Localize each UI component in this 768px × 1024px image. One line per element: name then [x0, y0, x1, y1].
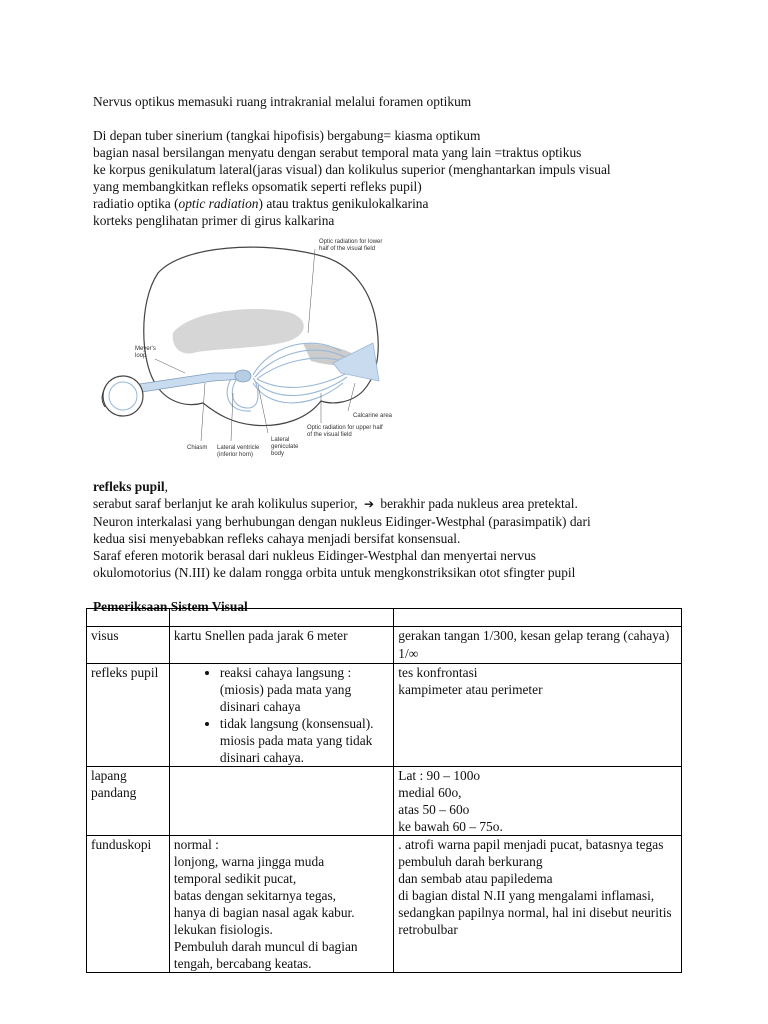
fundus-line: pembuluh darah berkurang: [398, 854, 543, 869]
fundus-line: Pembuluh darah muncul di bagian tengah, bercabang keatas.: [173, 939, 358, 971]
refleks-test-line: kampimeter atau perimeter: [398, 682, 543, 697]
fundus-line: dan sembab atau papiledema: [398, 871, 553, 886]
fundus-line: lekukan fisiologis.: [173, 922, 273, 937]
refleks-line: okulomotorius (N.III) ke dalam rongga orbita untuk mengkonstriksikan otot sfingter pupil: [93, 565, 576, 580]
refleks-test-line: tes konfrontasi: [398, 665, 478, 680]
label-lateral-ventricle: Lateral ventricle (inferior horn): [217, 445, 260, 458]
refleks-line: Saraf eferen motorik berasal dari nukleus Eidinger-Westphal dan menyertai nervus: [93, 548, 536, 563]
refleks-tests: [394, 664, 682, 767]
label-optic-radiation-lower: Optic radiation for lower half of the visual field: [319, 239, 383, 252]
lapang-line: atas 50 – 60o: [398, 802, 470, 817]
table-row: [87, 664, 682, 767]
row-label-visus: visus: [87, 627, 170, 664]
korteks-line: korteks penglihatan primer di girus kalkarina: [93, 213, 335, 228]
label-meyers-loop: Meyer's loop: [135, 346, 156, 359]
table-row: [87, 767, 682, 836]
visual-exam-table: [86, 608, 682, 973]
table-title: Pemeriksaan Sistem Visual: [93, 599, 248, 614]
fundus-line: temporal sedikit pucat,: [173, 871, 297, 886]
refleks-line: [93, 495, 693, 513]
fundus-line: normal :: [173, 837, 219, 852]
fundus-line: lonjong, warna jingga muda: [173, 854, 325, 869]
refleks-line-pre: serabut saraf berlanjut ke arah kolikulus superior,: [93, 496, 358, 511]
document-page: [93, 93, 693, 615]
lapang-line: ke bawah 60 – 75o.: [398, 819, 503, 834]
label-chiasm: Chiasm: [187, 445, 208, 451]
refleks-title-suffix: ,: [164, 479, 168, 494]
refleks-line: kedua sisi menyebabkan refleks cahaya menjadi bersifat konsensual.: [93, 531, 461, 546]
fundus-line: batas dengan sekitarnya tegas,: [173, 888, 337, 903]
refleks-title: refleks pupil: [93, 479, 165, 494]
row-label-funduskopi: funduskopi: [87, 836, 170, 973]
radiatio-line: [93, 195, 693, 212]
label-optic-radiation-upper: Optic radiation for upper half of the visual field: [307, 425, 383, 438]
table-cell: [87, 609, 170, 627]
table-cell: [394, 609, 682, 627]
lapang-values: [394, 767, 682, 836]
refleks-methods: [169, 664, 393, 767]
fundus-line: di bagian distal N.II yang mengalami inflamasi, sedangkan papilnya normal, hal ini disebut neuritis retrobulbar: [398, 888, 672, 937]
radiatio-italic: optic radiation: [178, 196, 259, 211]
intro-para-line: bagian nasal bersilangan menyatu dengan serabut temporal mata yang lain =traktus optikus: [93, 145, 582, 160]
table-row: [87, 627, 682, 664]
radiatio-post: ) atau traktus genikulokalkarina: [258, 196, 429, 211]
table-row: [87, 836, 682, 973]
intro-line: Nervus optikus memasuki ruang intrakranial melalui foramen optikum: [93, 94, 472, 109]
arrow-right-icon: ➔: [363, 497, 375, 511]
label-calcarine-area: Calcarine area: [353, 413, 393, 419]
fundus-line: hanya di bagian nasal agak kabur.: [173, 905, 355, 920]
lapang-line: medial 60o,: [398, 785, 462, 800]
table-cell: [169, 767, 393, 836]
list-item: • reaksi cahaya langsung : (miosis) pada mata yang disinari cahaya: [220, 664, 389, 715]
visus-result: gerakan tangan 1/300, kesan gelap terang (cahaya) 1/∞: [394, 627, 682, 664]
visual-pathway-figure: [93, 233, 413, 459]
refleks-list: [174, 664, 389, 766]
row-label-lapang: lapang pandang: [87, 767, 170, 836]
fundus-line: . atrofi warna papil menjadi pucat, batasnya tegas: [398, 837, 664, 852]
table-row: [87, 609, 682, 627]
fundus-abnormal: [394, 836, 682, 973]
refleks-line: Neuron interkalasi yang berhubungan dengan nukleus Eidinger-Westphal (parasimpatik) dari: [93, 514, 591, 529]
label-lateral-geniculate-body: Lateral geniculate body: [271, 437, 299, 457]
table-cell: [169, 609, 393, 627]
intro-para-line: yang membangkitkan refleks opsomatik seperti refleks pupil): [93, 179, 422, 194]
intro-para-line: ke korpus genikulatum lateral(jaras visual) dan kolikulus superior (menghantarkan impuls visual: [93, 162, 611, 177]
visus-method: kartu Snellen pada jarak 6 meter: [169, 627, 393, 664]
refleks-line-post: berakhir pada nukleus area pretektal.: [380, 496, 578, 511]
list-item: • tidak langsung (konsensual). miosis pada mata yang tidak disinari cahaya.: [220, 715, 389, 766]
refleks-title-line: [93, 478, 693, 495]
radiatio-pre: radiatio optika (: [93, 196, 179, 211]
intro-para-line: Di depan tuber sinerium (tangkai hipofisis) bergabung= kiasma optikum: [93, 128, 481, 143]
row-label-refleks: refleks pupil: [87, 664, 170, 767]
lapang-line: Lat : 90 – 100o: [398, 768, 481, 783]
fundus-normal: [169, 836, 393, 973]
